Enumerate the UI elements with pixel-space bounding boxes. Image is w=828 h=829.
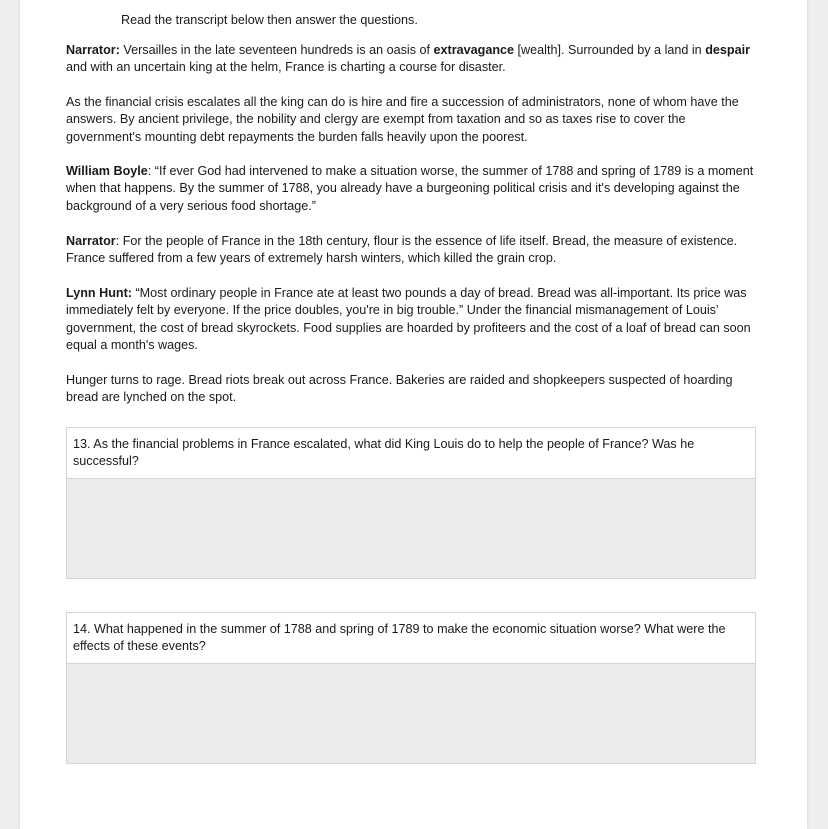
vocab-term-extravagance: extravagance bbox=[433, 43, 515, 57]
worksheet-page bbox=[20, 0, 807, 829]
paragraph-william-boyle bbox=[66, 163, 762, 215]
speaker-label: Lynn Hunt: bbox=[66, 286, 132, 300]
instructions-text: Read the transcript below then answer the questions. bbox=[121, 13, 418, 27]
question-14-text: 14. What happened in the summer of 1788 and spring of 1789 to make the economic situation worse? What were the effects of these events? bbox=[67, 613, 755, 664]
paragraph-text: As the financial crisis escalates all the king can do is hire and fire a succession of administrators, none of whom have the answers. By ancient privilege, the nobility and clergy are exempt from taxation and so as taxes rise to cover the government's mounting debt repayments the burden falls heavily upon the poorest. bbox=[66, 95, 739, 144]
paragraph-financial-crisis bbox=[66, 94, 762, 146]
question-13-box bbox=[66, 427, 756, 579]
vocab-term-despair: despair bbox=[705, 43, 750, 57]
speaker-label: Narrator: bbox=[66, 43, 120, 57]
paragraph-bread-riots bbox=[66, 372, 762, 407]
question-14-answer-field[interactable] bbox=[67, 664, 755, 763]
question-13-text: 13. As the financial problems in France escalated, what did King Louis do to help the people of France? Was he successful? bbox=[67, 428, 755, 479]
paragraph-text: Hunger turns to rage. Bread riots break out across France. Bakeries are raided and shopkeepers suspected of hoarding bread are lynched on the spot. bbox=[66, 373, 733, 405]
question-14-box bbox=[66, 612, 756, 764]
paragraph-text: “Most ordinary people in France ate at least two pounds a day of bread. Bread was all-important. Its price was immediately felt by everyone. If the price doubles, you're in big trouble.” Under the financial mismanagement of Louis’ government, the cost of bread skyrockets. Food supplies are hoarded by profiteers and the cost of a loaf of bread can soon equal a month's wages. bbox=[66, 286, 751, 353]
paragraph-narrator-2 bbox=[66, 233, 762, 268]
speaker-label: Narrator bbox=[66, 234, 116, 248]
paragraph-text: and with an uncertain king at the helm, France is charting a course for disaster. bbox=[66, 60, 506, 75]
paragraph-text: : For the people of France in the 18th century, flour is the essence of life itself. Bread, the measure of existence. France suffered from a few years of extremely harsh winters, which killed the grain crop. bbox=[66, 234, 738, 266]
paragraph-lynn-hunt bbox=[66, 285, 762, 355]
question-13-answer-field[interactable] bbox=[67, 479, 755, 578]
paragraph-text: Versailles in the late seventeen hundreds is an oasis of bbox=[119, 43, 434, 57]
paragraph-text: : “If ever God had intervened to make a situation worse, the summer of 1788 and spring of 1789 is a moment when that happens. By the summer of 1788, you already have a burgeoning political crisis and it's developing against the background of a very serious food shortage.” bbox=[66, 164, 754, 213]
paragraph-text: [wealth]. Surrounded by a land in bbox=[514, 43, 706, 57]
paragraph-narrator-1 bbox=[66, 42, 762, 77]
speaker-label: William Boyle bbox=[66, 164, 148, 178]
